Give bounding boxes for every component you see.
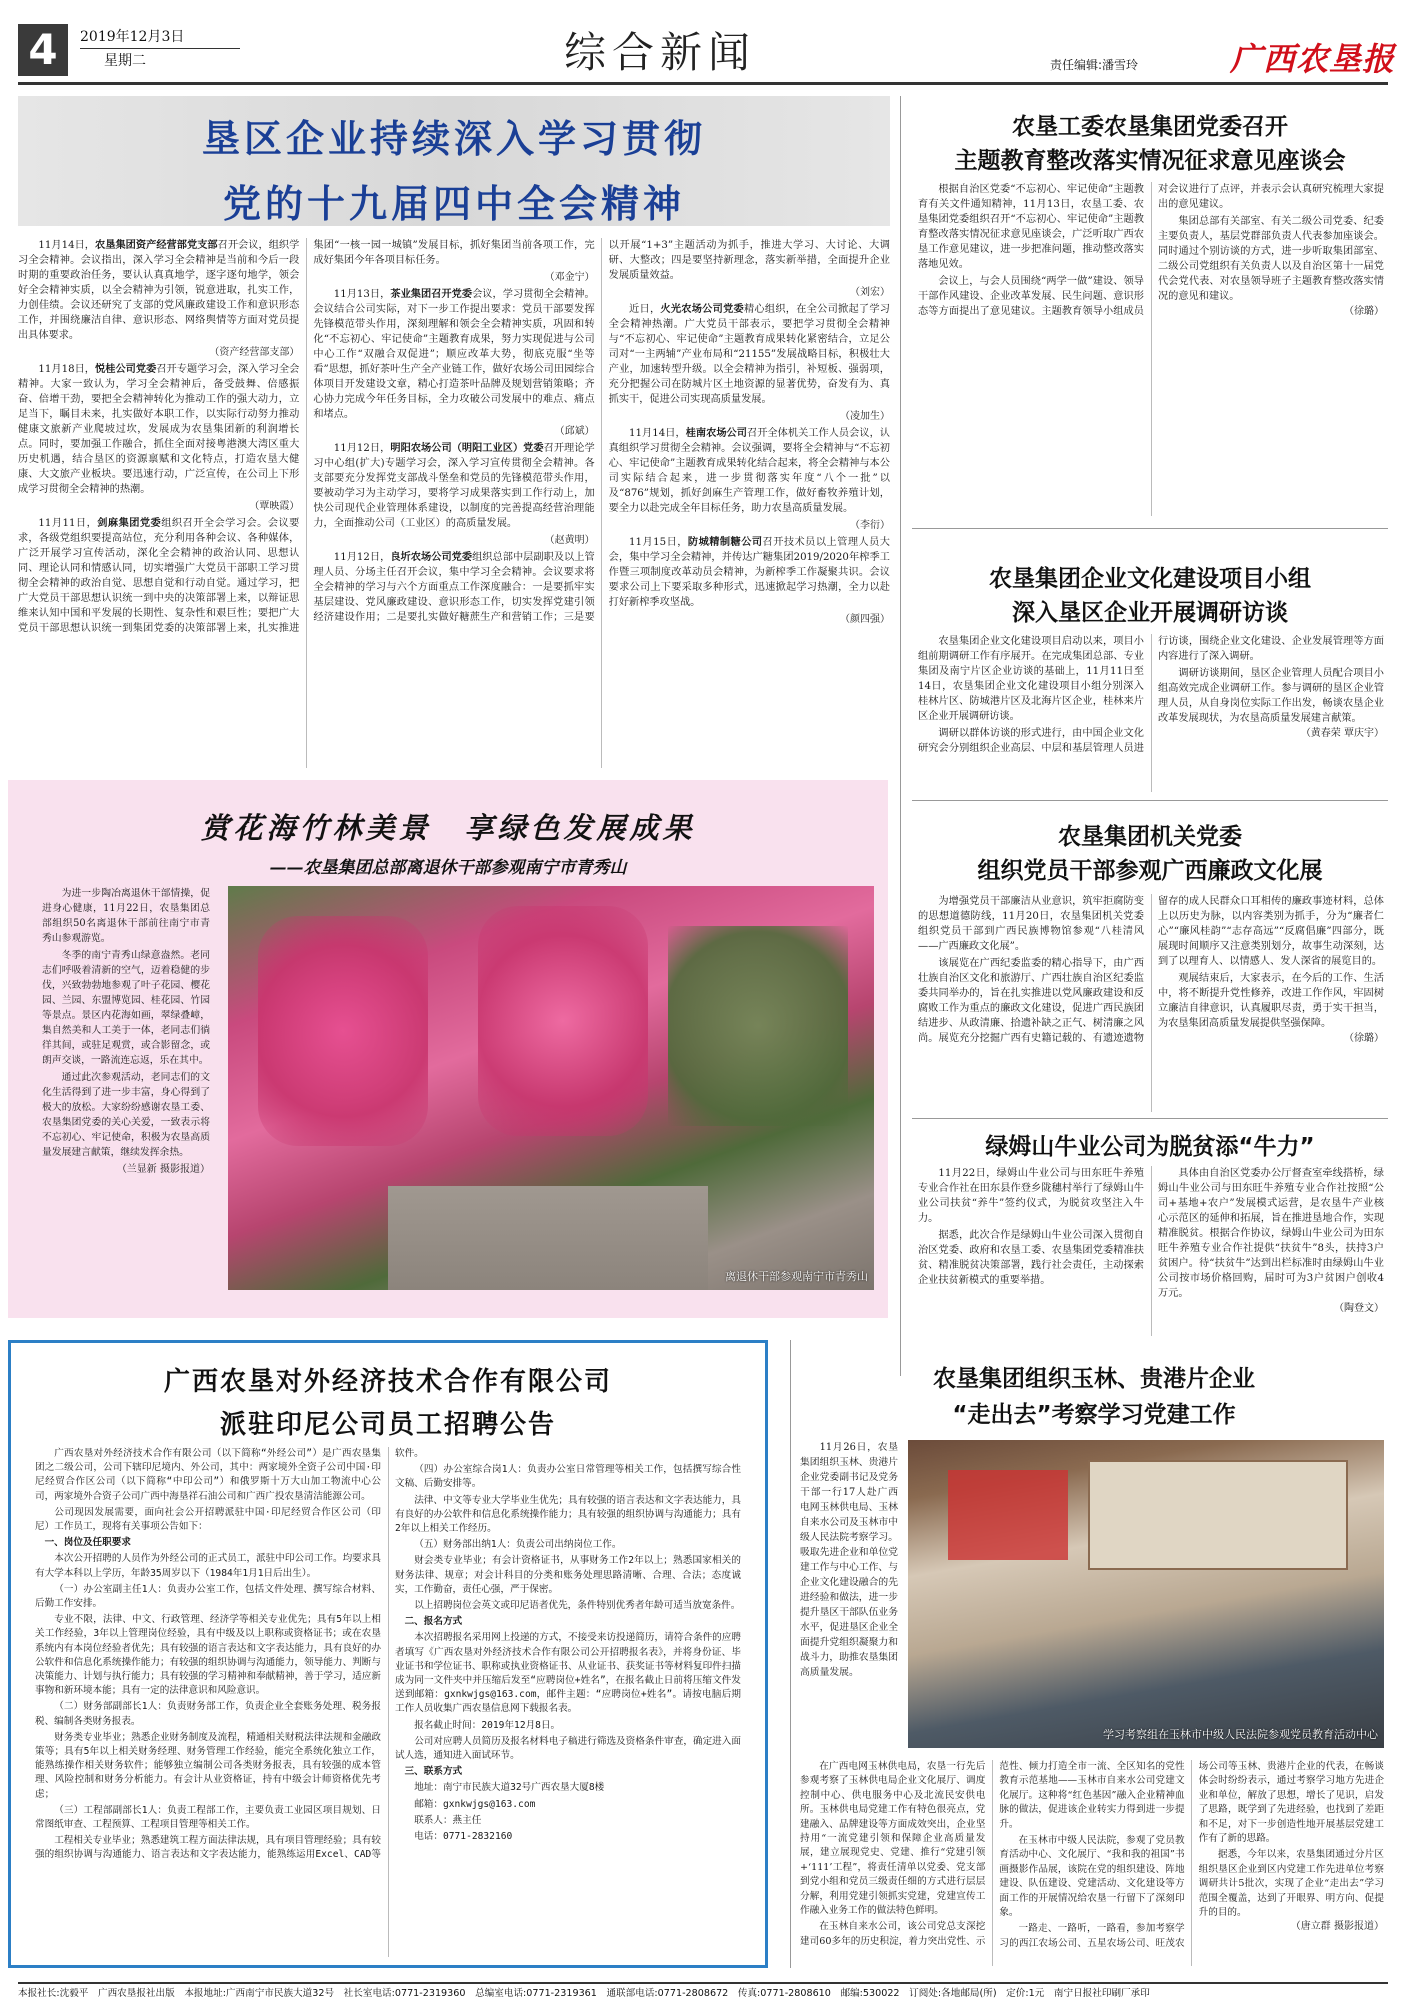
divider bbox=[912, 800, 1388, 801]
article7-paragraph: 财会类专业毕业；有会计资格证书，从事财务工作2年以上；熟悉国家相关的财务法律、规章；对会计科目的分类和账务处理思路清晰、合理、合法；态度诚实，工作勤奋，责任心强，严于保密。 bbox=[395, 1555, 741, 1595]
article6-title: 赏花海竹林美景 享绿色发展成果 bbox=[200, 811, 696, 845]
article1-paragraph: 11月14日，桂南农场公司召开全体机关工作人员会议，认真组织学习贯彻全会精神。会议强调，要将全会精神与“不忘初心、牢记使命”主题教育成果转化结合起来，将全会精神与本公司实际结合起来，进一步贯彻落实年度“八个一批”以及“876”规划，抓好剑麻生产管理工作，做好畜牧养殖计划，要全力以赴完成全年目标任务，助力农垦高质量发展。 bbox=[608, 428, 890, 514]
article1-org-name: 良圻农场公司党委 bbox=[390, 552, 473, 563]
article7-paragraph: 公司对应聘人员简历及报名材料电子稿进行筛选及资格条件审查，确定进入面试人选，通知进入面试环节。 bbox=[395, 1735, 741, 1762]
article6-box bbox=[8, 780, 888, 1318]
article7-paragraph: 一、岗位及任职要求 bbox=[44, 1537, 131, 1549]
article4-paragraph: 该展览在广西纪委监委的精心指导下，由广西壮族自治区文化和旅游厅、广西壮族自治区纪委监委共同举办的，旨在扎实推进以党风廉政建设和反腐败工作为重点的廉政文化建设，促进广西民族团结进步、从政清廉、拾遗补缺之正气、树清廉之风尚。展览充分挖掘广西有史籍记载的、有遗迹遗物留存的成人民群众口耳相传的廉政事迹材料，总体上以历史为脉，以内容类别为抓手，分为“廉者仁心”“廉风桂韵”“志存高远”“反腐倡廉”四部分，既展现时间顺序又注意类别划分，故事生动深刻，达到了以理育人、以情感人、发人深省的展览目的。 bbox=[918, 896, 1384, 1044]
article8-paragraph: 据悉，今年以来，农垦集团通过分片区组织垦区企业到区内党建工作先进单位考察调研共计5批次，实现了企业“走出去”学习范围全覆盖，达到了开眼界、明方向、促提升的目的。 bbox=[1198, 1849, 1384, 1919]
issue-weekday: 星期二 bbox=[104, 53, 146, 69]
flower-arch-left bbox=[258, 916, 428, 1146]
article1-title-line2: 党的十九届四中全会精神 bbox=[222, 182, 685, 226]
article5-paragraph: 具体由自治区党委办公厅督查室牵线搭桥，绿姆山牛业公司与田东旺牛养殖专业合作社按照“公司+基地+农户”发展模式运营，是农垦牛产业核心示范区的延伸和拓展，旨在推进垦地合作，实现精准脱贫。根据合作协议，绿姆山牛业公司为田东旺牛养殖专业合作社提供“扶贫牛”8头，扶持3户贫困户。待“扶贫牛”达到出栏标准时由绿姆山牛业公司按市场价格回购，届时可为3户贫困户创收4万元。 bbox=[1158, 1168, 1384, 1299]
article5-signature: （陶登文） bbox=[1334, 1303, 1384, 1314]
divider bbox=[912, 528, 1388, 529]
article6-photo-caption: 离退休干部参观南宁市青秀山 bbox=[725, 1270, 868, 1283]
article8-photo-caption: 学习考察组在玉林市中级人民法院参观党员教育活动中心 bbox=[1103, 1728, 1378, 1741]
article3-paragraph: 农垦集团企业文化建设项目启动以来，项目小组前期调研工作有序展开。在完成集团总部、专业集团及南宁片区企业访谈的基础上，11月11日至14日，农垦集团企业文化建设项目小组分别深入桂林片区、防城港片区及北海片区企业，桂林来片区企业开展调研访谈。 bbox=[918, 636, 1144, 722]
article1-org-name: 剑麻集团党委 bbox=[97, 518, 162, 529]
article1-paragraph: 近日，火光农场公司党委精心组织，在全公司掀起了学习全会精神热潮。广大党员干部表示，要把学习贯彻全会精神与“不忘初心、牢记使命”主题教育成果转化紧密结合，立足公司对“一主两辅”产业布局和“21155”发展战略目标，积极壮大产业，加速转型升级。以全会精神为指引，补短板、强弱项，充分把握公司在防城片区土地资源的显著优势，奋发有为、真抓实干，促进公司实现高质量发展。 bbox=[608, 304, 890, 405]
flower-arch-center bbox=[478, 906, 648, 1136]
article6-paragraph: 冬季的南宁青秀山绿意盎然。老同志们呼吸着清新的空气，迈着稳健的步伐，兴致勃勃地参观了叶子花园、樱花园、兰园、东盟博览园、桂花园、竹园等景点。景区内花海如画，翠绿叠嶂，集自然美和人工美于一体，老同志们徜徉其间，或驻足观赏，或合影留念，或朗声交谈，一路流连忘返，乐在其中。 bbox=[42, 950, 210, 1066]
article1-org-name: 防城精制糖公司 bbox=[687, 537, 763, 548]
page-number: 4 bbox=[18, 24, 68, 76]
article8-signature: （唐立群 摄影报道） bbox=[1290, 1921, 1384, 1933]
article2-title-line1: 农垦工委农垦集团党委召开 bbox=[1012, 114, 1288, 140]
article7-paragraph: （二）财务部副部长1人：负责财务部工作，负责企业全套账务处理、税务报税、编制各类财务报表。 bbox=[35, 1701, 381, 1727]
article6-subtitle: ——农垦集团总部离退休干部参观南宁市青秀山 bbox=[269, 858, 627, 878]
article2-body bbox=[918, 182, 1384, 516]
article1-paragraph: 11月12日，明阳农场公司（明阳工业区）党委召开理论学习中心组(扩大)专题学习会，深入学习宣传贯彻全会精神。各支部要充分发挥党支部战斗堡垒和党员的先锋模范带头作用，要被动学习为主动学习，要将学习成果落实到工作行动上，加快公司现代企业管理体系建设，以制度的完善提高经营治理能力，全面推动公司（工业区）的高质量发展。 bbox=[313, 443, 595, 529]
masthead-rule bbox=[18, 82, 1388, 85]
article1-paragraph: 11月13日，茶业集团召开党委会议，学习贯彻全会精神。会议结合公司实际，对下一步工作提出要求：党员干部要发挥先锋模范带头作用，深刻理解和领会全会精神实质，巩固和转化“不忘初心、牢记使命”主题教育成果，努力实现促进与公司中心工作“双融合双促进”；顺应改革大势，彻底克服“坐等看”思想，抓好茶叶生产全产业链工作，做好农场公司田园综合体项目开发建设文章，精心打造茶叶品牌及规划营销策略；齐心协力完成今年任务目标，全力攻破公司发展中的难点、痛点和堵点。 bbox=[313, 289, 595, 420]
article7-paragraph: 电话：0771-2832160 bbox=[414, 1831, 513, 1843]
article7-paragraph: （一）办公室副主任1人：负责办公室工作，包括文件处理、撰写综合材料、后勤工作安排。 bbox=[35, 1583, 381, 1610]
article6-paragraph: 为进一步陶冶离退休干部情操，促进身心健康，11月22日，农垦集团总部组织50名离退休干部前往南宁市青秀山参观游览。 bbox=[42, 888, 210, 944]
editor-credit: 责任编辑:潘雪玲 bbox=[1050, 58, 1139, 72]
exhibit-wall bbox=[1088, 1460, 1348, 1570]
article2-signature: （徐璐） bbox=[1344, 306, 1384, 317]
article5-title: 绿姆山牛业公司为脱贫添“牛力” bbox=[985, 1134, 1315, 1160]
article3-paragraph: 调研以群体访谈的形式进行，由中国企业文化研究会分别组织企业高层、中层和基层管理人员进行访谈，围绕企业文化建设、企业发展管理等方面内容进行了深入调研。 bbox=[918, 636, 1384, 754]
article4-paragraph: 观展结束后，大家表示，在今后的工作、生活中，将不断提升党性修养，改进工作作风，牢固树立廉洁自律意识，认真履职尽责，勇于实干担当，为农垦集团高质量发展提供坚强保障。 bbox=[1158, 973, 1384, 1029]
article1-title-line1: 垦区企业持续深入学习贯彻 bbox=[201, 117, 706, 161]
article4-body bbox=[918, 894, 1384, 1112]
article8-paragraph: 在广西电网玉林供电局，农垦一行先后参观考察了玉林供电局企业文化展厅、调度控制中心、供电服务中心及北流民安供电所。玉林供电局党建工作有特色很亮点，党建融入、品牌建设等方面成效突出，企业坚持用“一流党建引领和保障企业高质量发展，建立展现党史、党建、推行“党建引领+‘111’工程”，将责任清单以党委、党支部到党小组和党员三级责任细的方式进行层层分解，利用党建引领抓实党建，党建宣传工作融入业务工作的做法特色鲜明。 bbox=[800, 1761, 986, 1917]
article7-box bbox=[8, 1340, 768, 1968]
article1-org-name: 茶业集团召开党委 bbox=[390, 289, 473, 300]
article2-paragraph: 根据自治区党委“不忘初心、牢记使命”主题教育有关文件通知精神，11月13日，农垦工委、农垦集团党委组织召开“不忘初心、牢记使命”主题教育整改落实情况征求意见座谈会，广泛听取广西农垦工作意见建议，进一步把准问题，推动整改落实落地见效。 bbox=[918, 184, 1144, 270]
article5-body bbox=[918, 1166, 1384, 1336]
article7-paragraph: 本次招聘报名采用网上投递的方式，不接受来访投递简历，请符合条件的应聘者填写《广西农垦对外经济技术合作有限公司公开招聘报名表》，并将身份证、毕业证书和学位证书、职称或执业资格证书、从业证书、获奖证书等材料复印件扫描成为同一文件夹中并压缩后发至“应聘岗位+姓名”，在报名截止日前将压缩文件发送到邮箱：gxnkwjgs@163.com，邮件主题：“应聘岗位+姓名”。请按电脑后期工作人员收集广西农垦信息网下载报名表。 bbox=[395, 1632, 741, 1715]
article4-paragraph: 为增强党员干部廉洁从业意识，筑牢拒腐防变的思想道德防线，11月20日，农垦集团机关党委组织党员干部到广西民族博物馆参观“八桂清风——广西廉政文化展”。 bbox=[918, 896, 1144, 952]
article7-paragraph: 广西农垦对外经济技术合作有限公司（以下简称“外经公司”）是广西农垦集团之二级公司，公司下辖印尼境内、外公司，其中：两家境外全资子公司中国·印尼经贸合作区公司（以下简称“中印公司”）和俄罗斯十万大山加工物流中心公司，两家境外合资子公司广西中海垦祥石油公司和广西广投农垦清洁能源公司。 bbox=[35, 1448, 381, 1502]
article7-paragraph: 地址：南宁市民族大道32号广西农垦大厦8楼 bbox=[414, 1782, 605, 1794]
article1-org-name: 桂南农场公司 bbox=[685, 428, 747, 439]
article3-title-line1: 农垦集团企业文化建设项目小组 bbox=[989, 566, 1311, 592]
article1-signature: （邓金宁） bbox=[544, 272, 595, 283]
article1-signature: （邱斌） bbox=[554, 426, 595, 437]
article6-paragraph: 通过此次参观活动，老同志们的文化生活得到了进一步丰富，身心得到了极大的放松。大家纷纷感谢农垦工委、农垦集团党委的关心关爱，一致表示将不忘初心、牢记使命，积极为农垦高质量发展建言献策，继续发挥余热。 bbox=[42, 1072, 210, 1158]
article7-body bbox=[35, 1447, 741, 1957]
article7-paragraph: 以上招聘岗位会英文或印尼语者优先，条件特别优秀者年龄可适当放宽条件。 bbox=[414, 1600, 741, 1612]
article3-signature: （黄春荣 覃庆宇） bbox=[1300, 728, 1384, 739]
article3-paragraph: 调研访谈期间，垦区企业管理人员配合项目小组高效完成企业调研工作。参与调研的垦区企业管理人员，从自身岗位实际工作出发，畅谈农垦企业改革发展现状，为农垦高质量发展建言献策。 bbox=[1158, 668, 1384, 724]
article7-paragraph: 报名截止时间：2019年12月8日。 bbox=[414, 1719, 561, 1731]
article1-paragraph: 11月11日，剑麻集团党委组织召开全会学习会。会议要求，各级党组织要提高站位，充分利用各种会议、各种媒体，广泛开展学习宣传活动，深化全会精神的政治认同、思想认同、理论认同和情感认同，切实增强广大党员干部职工学习贯彻全会精神的政治自觉、思想自觉和行动自觉。通过学习，把广大党员干部思想认识统一到中央的决策部署上来，以辩证思维来认知中国和平发展的长期性、复杂性和艰巨性；要把广大党员干部思想认识统一到集团党委的决策部署上来，扎实推进集团“一核一园一城镇”发展目标，抓好集团当前各项工作，完成好集团今年各项目标任务。 bbox=[18, 240, 595, 634]
article8-title-line1: 农垦集团组织玉林、贵港片企业 bbox=[933, 1366, 1255, 1392]
article3-body bbox=[918, 634, 1384, 792]
article7-paragraph: （五）财务部出纳1人：负责公司出纳岗位工作。 bbox=[414, 1539, 622, 1551]
article1-paragraph: 11月15日，防城精制糖公司召开技术员以上管理人员大会，集中学习全会精神，并传达广糖集团2019/2020年榨季工作暨三项制度改革动员会精神，为新榨季工作凝聚共识。会议要求公司上下要采取多种形式，迅速掀起学习热潮，全力以赴打好新榨季攻坚战。 bbox=[608, 537, 890, 608]
footer-bar: 本报社长:沈毅平 广西农垦报社出版 本报地址:广西南宁市民族大道32号 社长室电话:0771-2319360 总编室电话:0771-2319361 通联部电话:0771-2808672 传真:0771-2808610 邮编:530022 订阅处:各地邮局(所) 定价:1元 南宁日报社印刷厂承印 bbox=[18, 1982, 1388, 2004]
divider bbox=[912, 1118, 1388, 1119]
article4-title-line1: 农垦集团机关党委 bbox=[1058, 824, 1242, 850]
article8-paragraph: 一路走、一路听，一路看，参加考察学习的西江农场公司、五星农场公司、旺茂农场公司等玉林、贵港片企业的代表，在畅谈体会时纷纷表示，通过考察学习地方先进企业和单位，解放了思想，增长了见识，启发了思路，既学到了先进经验，也找到了差距和不足，对下一步创造性地开展基层党建工作有了新的思路。 bbox=[999, 1761, 1384, 1949]
article7-paragraph: 三、联系方式 bbox=[404, 1766, 463, 1778]
article1-signature: （覃映霞） bbox=[249, 501, 300, 512]
article1-org-name: 火光农场公司党委 bbox=[660, 304, 744, 315]
article1-org-name: 悦桂公司党委 bbox=[95, 364, 157, 375]
article7-paragraph: 法律、中文等专业大学毕业生优先；具有较强的语言表达和文字表达能力，具有良好的办公软件和信息化系统操作能力；具有较强的组织协调与沟通能力；具有2年以上相关工作经历。 bbox=[395, 1494, 741, 1535]
article8-paragraph: 11月26日，农垦集团组织玉林、贵港片企业党委副书记及党务干部一行17人赴广西电网玉林供电局、玉林自来水公司及玉林市中级人民法院考察学习。吸取先进企业和单位党建工作与中心工作、与企业文化建设融合的先进经验和做法，进一步提升垦区干部队伍业务水平，促进垦区企业全面提升党组织凝聚力和战斗力，助推农垦集团高质量发展。 bbox=[800, 1442, 898, 1678]
article5-paragraph: 11月22日，绿姆山牛业公司与田东旺牛养殖专业合作社在田东县作登乡陇穗村举行了绿姆山牛业公司扶贫“养牛”签约仪式，为脱贫攻坚注入牛力。 bbox=[918, 1168, 1144, 1224]
article4-title-line2: 组织党员干部参观广西廉政文化展 bbox=[977, 858, 1323, 884]
article8-body-intro bbox=[800, 1440, 898, 1760]
column-divider bbox=[900, 96, 901, 1376]
article7-paragraph: （三）工程部副部长1人：负责工程部工作，主要负责工业园区项目规划、日常图纸审查、工程预算、工程项目管理等相关工作。 bbox=[35, 1804, 381, 1831]
article1-signature: （刘宏） bbox=[849, 287, 890, 298]
article7-paragraph: （四）办公室综合岗1人：负责办公室日常管理等相关工作，包括撰写综合性文稿、后勤安排等。 bbox=[395, 1464, 741, 1490]
article7-title-line2: 派驻印尼公司员工招聘公告 bbox=[219, 1410, 556, 1440]
article7-paragraph: 工程相关专业毕业；熟悉建筑工程方面法律法规，具有项目管理经验；具有较强的组织协调与沟通能力、语言表达和文字表达能力，能熟练运用Excel、CAD等软件。 bbox=[35, 1448, 424, 1861]
article1-org-name: 明阳农场公司（明阳工业区）党委 bbox=[390, 443, 544, 454]
article8-photo bbox=[908, 1440, 1384, 1748]
article1-signature: （资产经营部支部） bbox=[209, 347, 300, 358]
section-title: 综合新闻 bbox=[563, 28, 756, 77]
tree-foliage bbox=[668, 926, 848, 1126]
article1-paragraph: 11月14日，农垦集团资产经营部党支部召开会议，组织学习全会精神。会议指出，深入学习全会精神是当前和今后一段时期的重要政治任务，要认认真真地学，逐字逐句地学，领会好全会精神实质，以全会精神为引领，锐意进取，扎实工作，力创佳绩。会议还研究了支部的党风廉政建设工作和意识形态工作，并围绕廉洁自律、意识形态、网络舆情等方面对党员提出具体要求。 bbox=[18, 240, 300, 341]
article7-paragraph: 联系人：燕主任 bbox=[414, 1814, 482, 1826]
article1-paragraph: 11月12日，良圻农场公司党委组织总部中层副职及以上管理人员、分场主任召开会议，集中学习全会精神。会议要求将全会精神的学习与六个方面重点工作深度融合：一是要抓牢实基层建设、党风廉政建设、意识形态工作，切实发挥党建引领经济建设作用；二是要扎实做好糖蔗生产和营销工作；三是要以开展“1+3”主题活动为抓手，推进大学习、大讨论、大调研、大整改；四是要坚持新理念，落实新举措，全面提升企业发展质量效益。 bbox=[313, 240, 890, 623]
article4-signature: （徐璐） bbox=[1344, 1033, 1384, 1044]
article1-signature: （赵黄明） bbox=[544, 535, 595, 546]
column-divider bbox=[790, 1340, 791, 1968]
article1-signature: （李衍） bbox=[849, 520, 890, 531]
stone-path bbox=[388, 1186, 708, 1290]
article7-paragraph: 财务类专业毕业；熟悉企业财务制度及流程，精通相关财税法律法规和金融政策等；具有5年以上相关财务经理、财务管理工作经验，能完全系统化独立工作，能熟练操作相关财务软件；能够独立编制公司各类财务报表，具有较强的成本管理、风险控制和财务分析能力。有会计从业资格证，持有中级会计师资格优先考虑； bbox=[35, 1731, 381, 1800]
article7-paragraph: 二、报名方式 bbox=[404, 1616, 463, 1628]
article2-paragraph: 集团总部有关部室、有关二级公司党委、纪委主要负责人，基层党群部负责人代表参加座谈会。同时通过个别访谈的方式，进一步听取集团部室、二级公司党组织有关负责人以及自治区第十一届党代会党代表、对农垦领导班子主题教育整改落实情况的意见和建议。 bbox=[1158, 216, 1384, 302]
article3-title-line2: 深入垦区企业开展调研访谈 bbox=[1012, 600, 1288, 626]
exhibit-panel bbox=[948, 1470, 1068, 1560]
article7-title-line1: 广西农垦对外经济技术合作有限公司 bbox=[163, 1367, 612, 1397]
article6-signature: （兰显新 摄影报道） bbox=[116, 1164, 210, 1175]
article6-photo bbox=[228, 886, 874, 1290]
article8-title-line2: “走出去”考察学习党建工作 bbox=[952, 1402, 1236, 1428]
paper-logo: 广西农垦报 bbox=[1230, 40, 1396, 78]
article1-title-banner bbox=[18, 96, 890, 226]
article7-paragraph: 公司现因发展需要，面向社会公开招聘派驻中国·印尼经贸合作区公司（印尼）工作员工，现将有关事项公告如下： bbox=[35, 1506, 381, 1533]
issue-date: 2019年12月3日 bbox=[80, 26, 240, 49]
article7-paragraph: 本次公开招聘的人员作为外经公司的正式员工，派驻中印公司工作。均要求具有大学本科以上学历，年龄35周岁以下（1984年1月1日后出生）。 bbox=[35, 1553, 381, 1579]
article7-paragraph: 专业不限，法律、中文、行政管理、经济学等相关专业优先；具有5年以上相关工作经验，3年以上管理岗位经验，具有中级及以上职称或资格证书；或在农垦系统内有本岗位经验者优先；具有较强的语言表达和文字表达能力，具有良好的办公软件和信息化系统操作能力；有较强的组织协调与沟通能力，领导能力、判断与决策能力、计划与执行能力；具有较强的学习精神和奉献精神，善于学习，适应新事物和新环境本能；具有一定的法律意识和风险意识。 bbox=[35, 1614, 381, 1697]
article2-title-line2: 主题教育整改落实情况征求意见座谈会 bbox=[954, 148, 1346, 174]
article1-body bbox=[18, 238, 890, 768]
article8-paragraph: 在玉林市中级人民法院，参观了党员教育活动中心、文化展厅、“我和我的祖国”书画摄影作品展，该院在党的组织建设、阵地建设、队伍建设、党建活动、文化建设等方面工作的开展情况给农垦一行留下了深刻印象。 bbox=[999, 1835, 1185, 1919]
article8-paragraph: 在玉林自来水公司，该公司党总支深挖建司60多年的历史积淀，着力突出党性、示范性、倾力打造全市一流、全区知名的党性教育示范基地——玉林市自来水公司党建文化展厅。这种将“红色基因”融入企业精神血脉的做法，促进该企业转实力得到进一步提升。 bbox=[800, 1761, 1185, 1947]
article1-signature: （凌加生） bbox=[839, 411, 890, 422]
article7-paragraph: 邮箱：gxnkwjgs@163.com bbox=[414, 1798, 536, 1810]
article1-paragraph: 11月18日，悦桂公司党委召开专题学习会，深入学习全会精神。大家一致认为，学习全会精神后，备受鼓舞、倍感振奋、倍增干劲，要把全会精神转化为推动工作的强大动力，立足当下，瞩目未来，扎实做好本职工作，以实际行动努力推动健康文旅新产业爬坡过坎，发展成为农垦集团新的利润增长点。同时，要加强工作融合，抓住全面对接粤港澳大湾区重大历史机遇，结合垦区的资源禀赋和文化特点，打造农垦大健康、大文旅产业板块。要迅速行动，广泛宣传，在公司上下形成学习贯彻全会精神的热潮。 bbox=[18, 364, 300, 495]
article1-signature: （颜四强） bbox=[839, 614, 890, 625]
article2-paragraph: 会议上，与会人员围绕“两学一做”建设、领导干部作风建设、企业改革发展、民生问题、意识形态等方面提出了意见建议。主题教育领导小组成员对会议进行了点评，并表示会认真研究梳理大家提出的意见建议。 bbox=[918, 184, 1384, 317]
article5-paragraph: 据悉，此次合作是绿姆山牛业公司深入贯彻自治区党委、政府和农垦工委、农垦集团党委精准扶贫、精准脱贫决策部署，践行社会责任，主动探索企业扶贫新模式的重要举措。 bbox=[918, 1230, 1144, 1286]
article1-org-name: 农垦集团资产经营部党支部 bbox=[95, 240, 218, 251]
article6-body bbox=[42, 886, 210, 1278]
article8-body bbox=[800, 1760, 1384, 1966]
